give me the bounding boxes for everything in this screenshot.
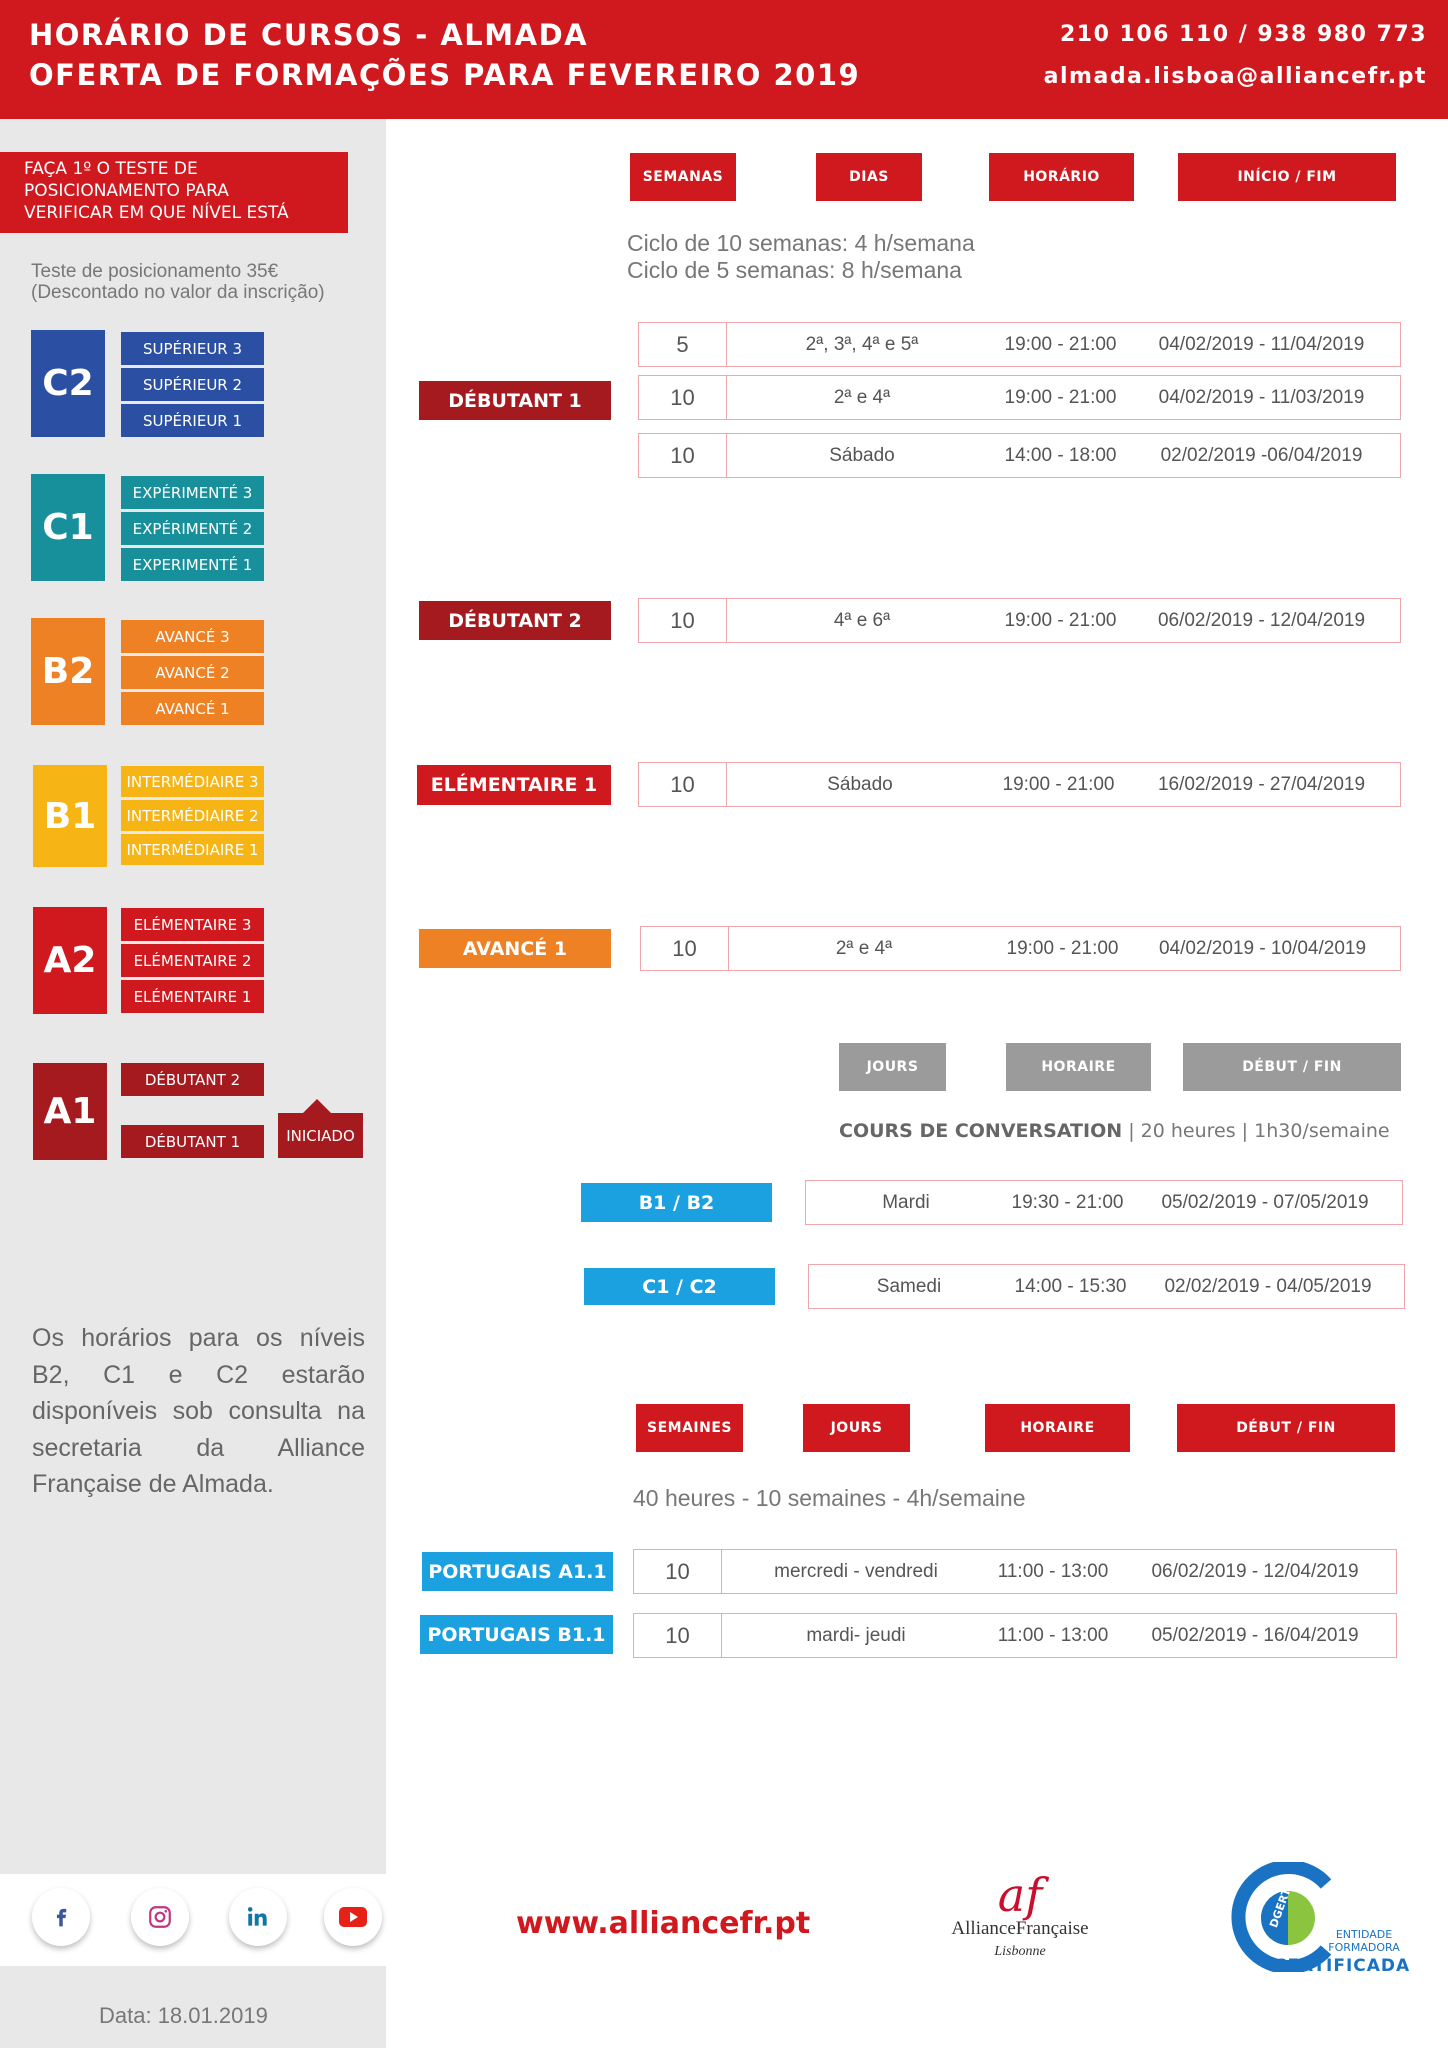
placement-test-line: VERIFICAR EM QUE NÍVEL ESTÁ xyxy=(24,203,289,223)
row-dates: 04/02/2019 - 11/03/2019 xyxy=(1158,386,1365,408)
instagram-icon[interactable] xyxy=(131,1888,189,1946)
level-b2-sub-2[interactable]: AVANCÉ 2 xyxy=(121,656,264,689)
schedule-row[interactable] xyxy=(638,433,1401,478)
cert-line1: ENTIDADE xyxy=(1335,1928,1393,1941)
level-b2-badge[interactable]: B2 xyxy=(31,618,105,725)
row-dates: 06/02/2019 - 12/04/2019 xyxy=(1157,609,1366,631)
conversation-note xyxy=(839,1120,1390,1142)
row-days: mardi- jeudi xyxy=(806,1624,906,1646)
row-dates: 16/02/2019 - 27/04/2019 xyxy=(1157,773,1366,795)
course-label-portugais-a1-1: PORTUGAIS A1.1 xyxy=(422,1552,613,1591)
level-b1-sub-1[interactable]: INTERMÉDIAIRE 1 xyxy=(121,834,264,865)
placement-test-box xyxy=(0,152,348,233)
level-a1-sub-1[interactable]: DÉBUTANT 1 xyxy=(121,1125,264,1158)
page-header xyxy=(0,0,1448,119)
level-c1-badge[interactable]: C1 xyxy=(31,474,105,581)
row-time: 19:30 - 21:00 xyxy=(1011,1191,1124,1213)
level-a1-badge[interactable]: A1 xyxy=(33,1063,107,1160)
header-semaines: SEMAINES xyxy=(636,1404,743,1452)
conversation-row[interactable] xyxy=(808,1264,1405,1309)
row-weeks: 10 xyxy=(639,434,727,477)
cert-line3: CERTIFICADA xyxy=(1274,1956,1411,1976)
placement-test-price xyxy=(31,261,325,303)
alliance-francaise-logo xyxy=(940,1868,1100,1988)
row-dates: 05/02/2019 - 16/04/2019 xyxy=(1151,1624,1359,1646)
level-c2-sub-1[interactable]: SUPÉRIEUR 1 xyxy=(121,404,264,437)
row-days: 4ª e 6ª xyxy=(833,609,891,631)
row-days: 2ª e 4ª xyxy=(835,937,893,959)
linkedin-icon[interactable] xyxy=(229,1888,287,1946)
row-dates: 05/02/2019 - 07/05/2019 xyxy=(1161,1191,1369,1213)
schedule-row[interactable] xyxy=(638,322,1401,367)
level-a2-sub-3[interactable]: ELÉMENTAIRE 3 xyxy=(121,908,264,941)
placement-test-line: FAÇA 1º O TESTE DE xyxy=(24,159,198,179)
row-time: 14:00 - 18:00 xyxy=(1004,444,1117,466)
cycle-note-10: Ciclo de 10 semanas: 4 h/semana xyxy=(627,230,975,256)
course-label-debutant-2: DÉBUTANT 2 xyxy=(419,601,611,640)
cert-line2: FORMADORA xyxy=(1328,1941,1400,1954)
course-label-avance-1: AVANCÉ 1 xyxy=(419,929,611,968)
row-weeks: 10 xyxy=(639,599,727,642)
row-day: Samedi xyxy=(876,1275,942,1297)
header-inicio-fim: INÍCIO / FIM xyxy=(1178,153,1396,201)
header-horario: HORÁRIO xyxy=(989,153,1134,201)
row-time: 19:00 - 21:00 xyxy=(1006,937,1119,959)
availability-note: Os horários para os níveis B2, C1 e C2 estarão disponíveis sob consulta na secretaria da Alliance Française de Almada. xyxy=(32,1324,365,1498)
level-b1-sub-3[interactable]: INTERMÉDIAIRE 3 xyxy=(121,766,264,797)
schedule-row[interactable] xyxy=(638,762,1401,807)
course-label-elementaire-1: ELÉMENTAIRE 1 xyxy=(417,765,611,805)
iniciado-badge[interactable]: INICIADO xyxy=(278,1113,363,1158)
course-label-c1-c2: C1 / C2 xyxy=(584,1268,775,1305)
row-dates: 06/02/2019 - 12/04/2019 xyxy=(1151,1560,1359,1582)
row-time: 19:00 - 21:00 xyxy=(1004,333,1117,355)
page-title-line1: HORÁRIO DE CURSOS - ALMADA xyxy=(29,18,589,52)
level-b2-sub-1[interactable]: AVANCÉ 1 xyxy=(121,692,264,725)
separator: | xyxy=(1241,1120,1249,1142)
row-weeks: 10 xyxy=(641,927,729,970)
course-label-portugais-b1-1: PORTUGAIS B1.1 xyxy=(420,1615,613,1654)
facebook-icon[interactable] xyxy=(32,1888,90,1946)
conversation-row[interactable] xyxy=(805,1180,1403,1225)
header-debut-fin: DÉBUT / FIN xyxy=(1183,1043,1401,1091)
af-logo-name: AllianceFrançaise xyxy=(951,1918,1089,1939)
email-address[interactable]: almada.lisboa@alliancefr.pt xyxy=(1043,64,1427,89)
row-days: Sábado xyxy=(829,444,895,466)
schedule-row[interactable] xyxy=(633,1549,1397,1594)
conversation-per-week: 1h30/semaine xyxy=(1254,1120,1390,1142)
row-days: Sábado xyxy=(827,773,893,795)
conversation-hours: 20 heures xyxy=(1140,1120,1236,1142)
row-weeks: 5 xyxy=(639,323,727,366)
row-dates: 02/02/2019 - 04/05/2019 xyxy=(1164,1275,1372,1297)
row-time: 11:00 - 13:00 xyxy=(997,1624,1109,1646)
separator: | xyxy=(1128,1120,1135,1142)
website-link[interactable]: www.alliancefr.pt xyxy=(516,1906,811,1941)
page-title-line2: OFERTA DE FORMAÇÕES PARA FEVEREIRO 2019 xyxy=(29,58,861,92)
cycle-notes xyxy=(627,230,975,284)
row-time: 14:00 - 15:30 xyxy=(1014,1275,1127,1297)
level-c2-sub-2[interactable]: SUPÉRIEUR 2 xyxy=(121,368,264,401)
af-logo-city: Lisbonne xyxy=(994,1944,1046,1959)
schedule-row[interactable] xyxy=(633,1613,1397,1658)
schedule-row[interactable] xyxy=(638,375,1401,420)
level-a2-badge[interactable]: A2 xyxy=(33,907,107,1014)
level-a2-sub-1[interactable]: ELÉMENTAIRE 1 xyxy=(121,980,264,1013)
row-weeks: 10 xyxy=(634,1550,722,1593)
af-logo-mark: af xyxy=(997,1868,1043,1922)
row-weeks: 10 xyxy=(634,1614,722,1657)
row-dates: 04/02/2019 - 11/04/2019 xyxy=(1158,333,1365,355)
header-semanas: SEMANAS xyxy=(630,153,736,201)
level-b1-badge[interactable]: B1 xyxy=(33,765,107,867)
dgert-badge-text: DGERT xyxy=(1267,1886,1294,1930)
schedule-row[interactable] xyxy=(638,598,1401,643)
placement-test-line: POSICIONAMENTO PARA xyxy=(24,181,229,201)
test-price: Teste de posicionamento 35€ xyxy=(31,261,279,282)
schedule-row[interactable] xyxy=(640,926,1401,971)
row-time: 19:00 - 21:00 xyxy=(1002,773,1115,795)
level-c1-sub-2[interactable]: EXPÉRIMENTÉ 2 xyxy=(121,512,264,545)
test-price-note: (Descontado no valor da inscrição) xyxy=(31,282,325,303)
dgert-certification-logo xyxy=(1230,1862,1410,1982)
row-time: 11:00 - 13:00 xyxy=(997,1560,1109,1582)
cert-text xyxy=(1326,1928,1402,1954)
level-b1-sub-2[interactable]: INTERMÉDIAIRE 2 xyxy=(121,800,264,831)
level-c1-sub-1[interactable]: EXPERIMENTÉ 1 xyxy=(121,548,264,581)
document-date: Data: 18.01.2019 xyxy=(99,2003,268,2028)
row-weeks: 10 xyxy=(639,763,727,806)
conversation-label: COURS DE CONVERSATION xyxy=(839,1120,1123,1142)
course-label-debutant-1: DÉBUTANT 1 xyxy=(419,381,611,420)
cycle-note-5: Ciclo de 5 semanas: 8 h/semana xyxy=(627,257,962,283)
course-label-b1-b2: B1 / B2 xyxy=(581,1183,772,1222)
row-weeks: 10 xyxy=(639,376,727,419)
level-a2-sub-2[interactable]: ELÉMENTAIRE 2 xyxy=(121,944,264,977)
header-horaire-pt: HORAIRE xyxy=(985,1404,1130,1452)
level-c1-sub-3[interactable]: EXPÉRIMENTÉ 3 xyxy=(121,476,264,509)
header-horaire: HORAIRE xyxy=(1006,1043,1151,1091)
row-time: 19:00 - 21:00 xyxy=(1004,609,1117,631)
portuguese-note: 40 heures - 10 semaines - 4h/semaine xyxy=(633,1485,1026,1511)
row-dates: 02/02/2019 -06/04/2019 xyxy=(1160,444,1363,466)
row-day: Mardi xyxy=(882,1191,930,1213)
level-a1-sub-2[interactable]: DÉBUTANT 2 xyxy=(121,1063,264,1096)
header-debut-fin-pt: DÉBUT / FIN xyxy=(1177,1404,1395,1452)
level-c2-badge[interactable]: C2 xyxy=(31,330,105,437)
row-days: mercredi - vendredi xyxy=(774,1560,938,1582)
phone-numbers[interactable]: 210 106 110 / 938 980 773 xyxy=(1059,22,1427,47)
level-b2-sub-3[interactable]: AVANCÉ 3 xyxy=(121,620,264,653)
youtube-icon[interactable] xyxy=(324,1888,382,1946)
row-time: 19:00 - 21:00 xyxy=(1004,386,1117,408)
header-dias: DIAS xyxy=(816,153,922,201)
row-days: 2ª, 3ª, 4ª e 5ª xyxy=(805,333,919,355)
row-dates: 04/02/2019 - 10/04/2019 xyxy=(1158,937,1367,959)
header-jours: JOURS xyxy=(839,1043,946,1091)
header-jours-pt: JOURS xyxy=(803,1404,910,1452)
row-days: 2ª e 4ª xyxy=(833,386,891,408)
iniciado-tab-marker xyxy=(302,1099,332,1114)
level-c2-sub-3[interactable]: SUPÉRIEUR 3 xyxy=(121,332,264,365)
